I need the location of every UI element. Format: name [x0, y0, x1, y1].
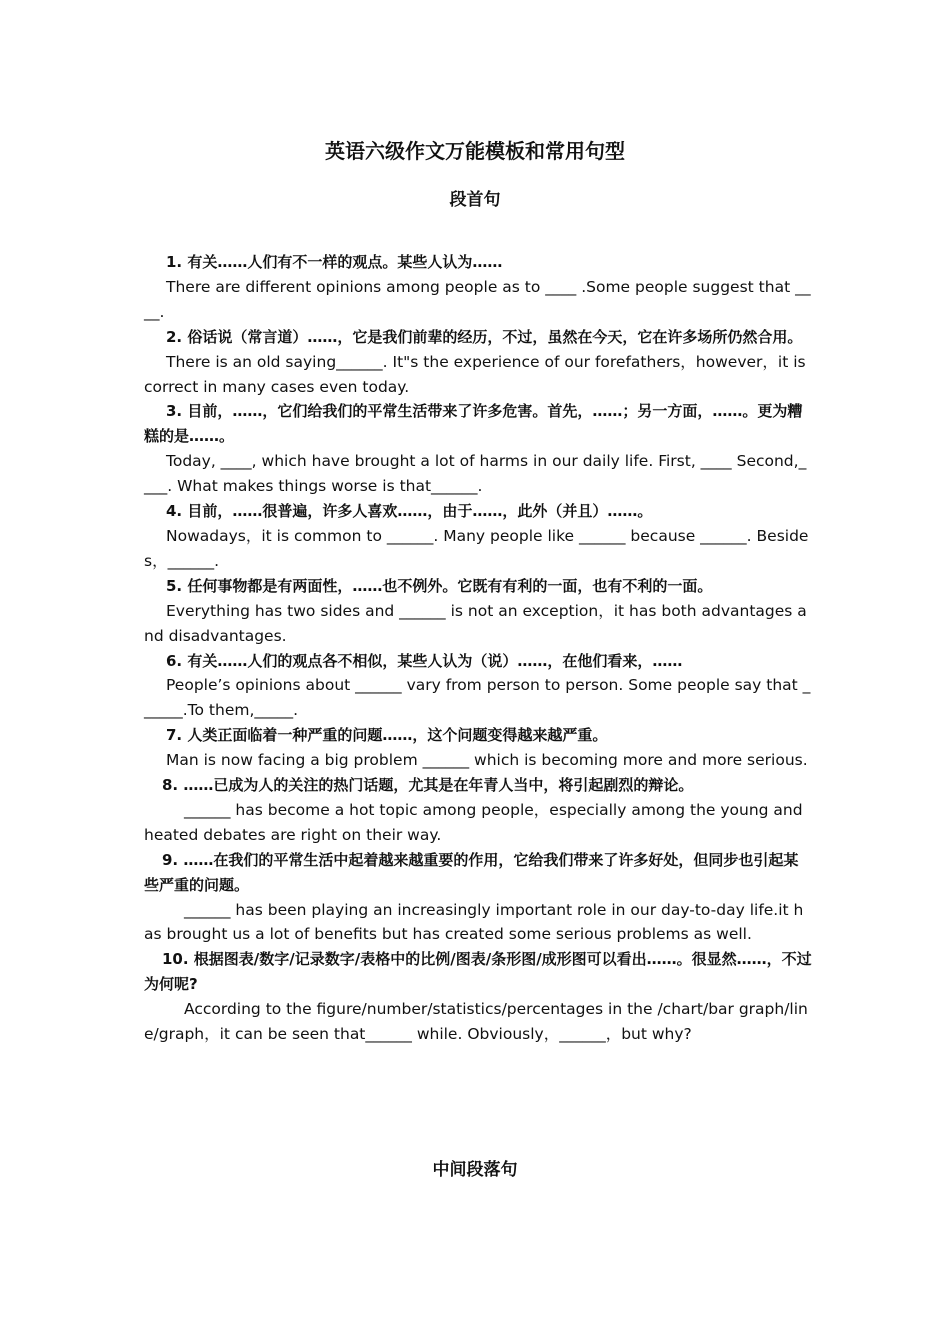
- item-9-chinese: 9. ……在我们的平常生活中起着越来越重要的作用，它给我们带来了许多好处，但同步也引起某些严重的问题。: [144, 850, 799, 894]
- section-heading-middle-paragraph-sentences: 中间段落句: [432, 1160, 518, 1180]
- sentence-list: [144, 250, 812, 1047]
- item-6-english: People’s opinions about ______ vary from person to person. Some people say that ______.To them,_____.: [144, 676, 811, 720]
- item-1-chinese: 1. 有关……人们有不一样的观点。某些人认为……: [166, 253, 503, 271]
- item-2-english: There is an old saying______. It"s the experience of our forefathers，however，it is correct in many cases even today.: [144, 352, 806, 396]
- item-3-chinese: 3. 目前，……，它们给我们的平常生活带来了许多危害。首先，……；另一方面，……。更为糟糕的是……。: [144, 402, 803, 446]
- item-8-english: ______ has become a hot topic among people，especially among the young and heated debates are right on their way.: [144, 800, 803, 844]
- item-4-chinese: 4. 目前，……很普遍，许多人喜欢……，由于……，此外（并且）……。: [166, 502, 653, 521]
- item-10-chinese: 10. 根据图表/数字/记录数字/表格中的比例/图表/条形图/成形图可以看出……。很显然……，不过为何呢?: [144, 950, 812, 994]
- item-10-english: According to the figure/number/statistics/percentages in the /chart/bar graph/line/graph，it can be seen that______ while. Obviously，______，but why?: [144, 1000, 808, 1044]
- item-2-chinese: 2. 俗话说（常言道）……，它是我们前辈的经历，不过，虽然在今天，它在许多场所仍然合用。: [166, 327, 803, 346]
- item-6-chinese: 6. 有关……人们的观点各不相似，某些人认为（说）……，在他们看来，……: [166, 651, 683, 670]
- section-heading-opening-sentences: 段首句: [449, 190, 501, 210]
- item-3-english: Today, ____, which have brought a lot of harms in our daily life. First, ____ Second,____. What makes things worse is that______.: [144, 452, 807, 496]
- item-9-english: ______ has been playing an increasingly important role in our day-to-day life.it has brought us a lot of benefits but has created some serious problems as well.: [144, 900, 804, 944]
- document-title: 英语六级作文万能模板和常用句型: [325, 139, 625, 163]
- item-7-chinese: 7. 人类正面临着一种严重的问题……，这个问题变得越来越严重。: [166, 726, 608, 745]
- item-5-chinese: 5. 任何事物都是有两面性，……也不例外。它既有有利的一面，也有不利的一面。: [166, 576, 713, 595]
- item-7-english: Man is now facing a big problem ______ which is becoming more and more serious.: [166, 751, 808, 770]
- item-4-english: Nowadays，it is common to ______. Many people like ______ because ______. Besides，______.: [144, 526, 809, 570]
- item-8-chinese: 8. ……已成为人的关注的热门话题，尤其是在年青人当中，将引起剧烈的辩论。: [162, 776, 694, 795]
- item-5-english: Everything has two sides and ______ is not an exception，it has both advantages and disadvantages.: [144, 601, 807, 645]
- item-1-english: There are different opinions among people as to ____ .Some people suggest that ____.: [144, 277, 811, 321]
